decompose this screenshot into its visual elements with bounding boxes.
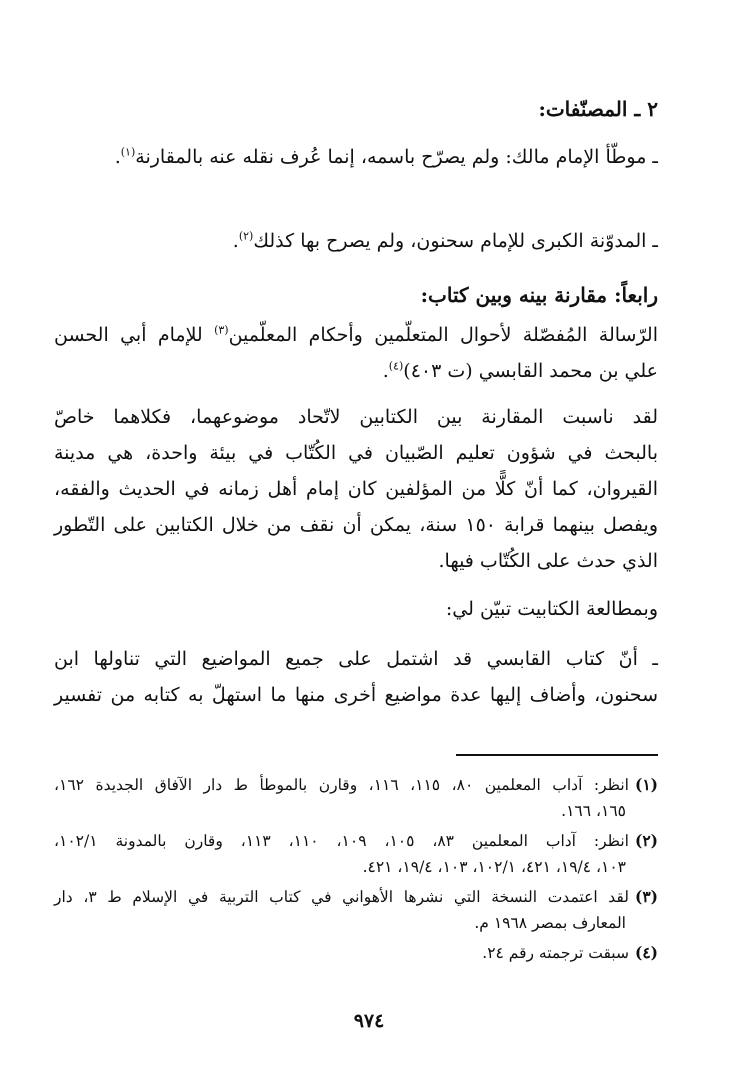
footnote-ref-3: (٣) <box>214 323 229 337</box>
footnote-ref-1: (١) <box>120 145 136 159</box>
paragraph-line: بالبحث في شؤون تعليم الصّبيان في الكُتّاب في بيئة واحدة، هي مدينة <box>54 442 658 464</box>
source-muwatta-text: ـ موطّأ الإمام مالك: ولم يصرّح باسمه، إنما عُرف نقله عنه بالمقارنة <box>135 146 658 168</box>
page-number: ٩٧٤ <box>353 1010 385 1032</box>
footnote-1-line-1 <box>54 774 658 796</box>
source-mudawwana <box>233 228 658 254</box>
footnote-ref-2: (٢) <box>238 229 254 243</box>
book-author-period: . <box>382 360 389 382</box>
source-mudawwana-text: ـ المدوّنة الكبرى للإمام سحنون، ولم يصرح بها كذلك <box>253 230 658 252</box>
comparison-heading: رابعاً: مقارنة بينه وبين كتاب: <box>420 283 658 307</box>
book-title-text: الرّسالة المُفصّلة لأحوال المتعلّمين وأحكام المعلّمين <box>228 324 658 346</box>
point-line: سحنون، وأضاف إليها عدة مواضيع أخرى منها ما استهلّ به كتابه من تفسير <box>54 684 658 706</box>
book-title-line-1 <box>54 322 658 348</box>
footnote-2-line-2: ١٠٣، ١٩/٤، ٤٢١، ١٠٢/١، ١٠٣، ١٩/٤، ٤٢١. <box>362 858 626 876</box>
footnote-1-text: انظر: آداب المعلمين ٨٠، ١١٥، ١١٦، وقارن بالموطأ ط دار الآفاق الجديدة ١٦٢، <box>54 776 629 794</box>
footnote-2-text: انظر: آداب المعلمين ٨٣، ١٠٥، ١٠٩، ١١٠، ١١٣، وقارن بالمدونة ١٠٢/١، <box>54 832 629 850</box>
footnote-4-line-1 <box>54 942 658 964</box>
footnote-3-line-2: المعارف بمصر ١٩٦٨ م. <box>474 914 626 932</box>
intro-line: وبمطالعة الكتابيت تبيّن لي: <box>445 598 658 620</box>
paragraph-line: ويفصل بينهما قرابة ١٥٠ سنة، يمكن أن نقف من خلال الكتابين على التّطور <box>54 514 659 536</box>
footnote-4-number: (٤) <box>634 943 658 962</box>
footnote-1-number: (١) <box>634 775 658 794</box>
footnote-3-line-1 <box>54 886 658 908</box>
footnote-2-line-1 <box>54 830 658 852</box>
footnote-ref-4: (٤) <box>388 359 404 373</box>
source-mudawwana-period: . <box>232 230 239 252</box>
sources-heading: ٢ ـ المصنّفات: <box>538 97 658 121</box>
paragraph-line: القيروان، كما أنّ كلًّا من المؤلفين كان إمام أهل زمانه في الحديث والفقه، <box>54 478 658 500</box>
source-muwatta <box>115 144 658 170</box>
paragraph-line: لقد ناسبت المقارنة بين الكتابين لاتّحاد موضوعهما، فكلاهما خاصّ <box>54 406 658 428</box>
point-line: ـ أنّ كتاب القابسي قد اشتمل على جميع المواضيع التي تناولها ابن <box>54 648 658 670</box>
source-muwatta-period: . <box>114 146 121 168</box>
footnote-1-line-2: ١٦٥، ١٦٦. <box>561 802 626 820</box>
paragraph-line: الذي حدث على الكُتّاب فيها. <box>438 550 658 572</box>
footnote-3-text: لقد اعتمدت النسخة التي نشرها الأهواني في كتاب التربية في الإسلام ط ٣، دار <box>54 888 629 906</box>
footnote-2-number: (٢) <box>635 831 659 850</box>
book-author-text: للإمام أبي الحسن <box>54 324 203 346</box>
footnote-separator <box>456 754 658 756</box>
book-author-name: علي بن محمد القابسي (ت ٤٠٣) <box>403 360 658 382</box>
book-title-line-2 <box>383 358 658 384</box>
footnote-3-number: (٣) <box>635 887 659 906</box>
footnote-4-text: سبقت ترجمته رقم ٢٤. <box>482 944 629 962</box>
